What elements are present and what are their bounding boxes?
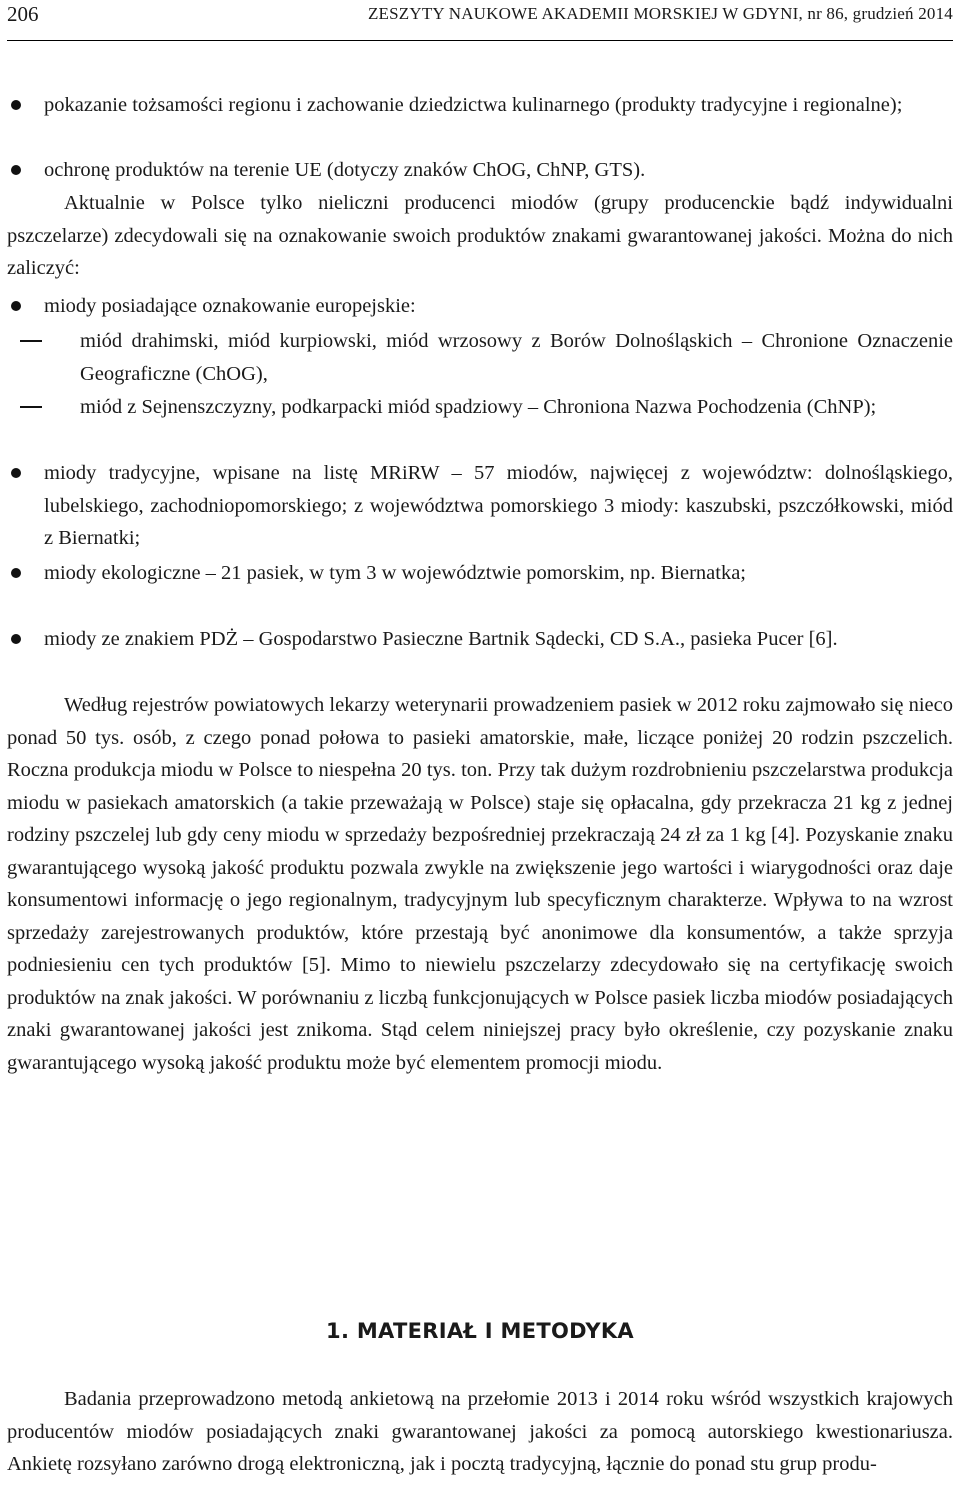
list-item-text: ochronę produktów na terenie UE (dotyczy znaków ChOG, ChNP, GTS). bbox=[44, 159, 646, 181]
bullet-icon bbox=[11, 634, 21, 644]
section-paragraph: Badania przeprowadzono metodą ankietową na przełomie 2013 i 2014 roku wśród wszystkich krajowych producentów miodów posiadających znaki gwarantowanej jakości za pomocą autorskiego kwestionariusza. Ankietę rozsyłano zarówno drogą elektroniczną, jak i pocztą tradycyjną, łącznie do ponad stu grup produ- bbox=[7, 1388, 953, 1475]
dash-list-item bbox=[80, 391, 953, 424]
bullet-icon bbox=[11, 468, 21, 478]
list-item-text: pokazanie tożsamości regionu i zachowanie dziedzictwa kulinarnego (produkty tradycyjne i regionalne); bbox=[44, 94, 903, 116]
page-number: 206 bbox=[7, 2, 39, 26]
list-item-text: miody ze znakiem PDŻ – Gospodarstwo Pasieczne Bartnik Sądecki, CD S.A., pasieka Pucer [6]. bbox=[44, 628, 838, 650]
dash-icon bbox=[20, 340, 42, 342]
running-title: ZESZYTY NAUKOWE AKADEMII MORSKIEJ W GDYNI, nr 86, grudzień 2014 bbox=[367, 4, 953, 23]
dash-item-text: miód drahimski, miód kurpiowski, miód wrzosowy z Borów Dolnośląskich – Chronione Oznaczenie Geograficzne (ChOG), bbox=[80, 330, 953, 385]
bullet-icon bbox=[11, 301, 21, 311]
dash-item-text: miód z Sejnenszczyzny, podkarpacki miód spadziowy – Chroniona Nazwa Pochodzenia (ChNP); bbox=[80, 396, 877, 418]
list-item-text: miody posiadające oznakowanie europejskie: bbox=[44, 295, 416, 317]
paragraph-intro: Aktualnie w Polsce tylko nieliczni producenci miodów (grupy producenckie bądź indywidualni pszczelarze) zdecydowali się na oznakowanie swoich produktów znakami gwarantowanej jakości. Można do nich zaliczyć: bbox=[7, 192, 953, 279]
paragraph-main: Według rejestrów powiatowych lekarzy weterynarii prowadzeniem pasiek w 2012 roku zajmowało się nieco ponad 50 tys. osób, z czego ponad połowa to pasieki amatorskie, małe, liczące poniżej 20 rodzin pszczelich. Roczna produkcja miodu w Polsce to niespełna 20 tys. ton. Przy tak dużym rozdrobnieniu pszczelarstwa produkcja miodu w pasiekach amatorskich (a takie przeważają w Polsce) staje się opłacalna, gdy przekracza 21 kg z jednej rodziny pszczelej lub gdy ceny miodu w sprzedaży bezpośredniej przekraczają 24 zł za 1 kg [4]. Pozyskanie znaku gwarantującego wysoką jakość produktu pozwala zwykle na zwiększenie jego wartości i wiarygodności oraz daje konsumentowi informację o jego regionalnym, tradycyjnym lub specyficznym charakterze. Wpływa to na wzrost sprzedaży zarejestrowanych produktów, które przestają być anonimowe dla konsumentów, a także sprzyja podniesieniu cen tych produktów [5]. Mimo to niewielu pszczelarzy zdecydowało się na certyfikację swoich produktów na znak jakości. W porównaniu z liczbą funkcjonujących w Polsce pasiek liczba miodów posiadających znaki gwarantowanej jakości jest znikoma. Stąd celem niniejszej pracy było określenie, czy pozyskanie znaku gwarantującego wysoką jakość produktu może być elementem promocji miodu. bbox=[7, 694, 953, 1074]
list-item bbox=[44, 557, 953, 590]
list-item bbox=[44, 623, 953, 656]
dash-icon bbox=[20, 406, 42, 408]
list-item bbox=[44, 154, 953, 187]
section-heading: 1. MATERIAŁ I METODYKA bbox=[326, 1319, 634, 1343]
bullet-icon bbox=[11, 100, 21, 110]
list-item bbox=[44, 290, 953, 323]
list-item bbox=[44, 457, 953, 555]
list-item-text: miody ekologiczne – 21 pasiek, w tym 3 w województwie pomorskim, np. Biernatka; bbox=[44, 562, 746, 584]
bullet-icon bbox=[11, 568, 21, 578]
page-header bbox=[7, 0, 953, 41]
dash-list-item bbox=[80, 325, 953, 390]
bullet-icon bbox=[11, 165, 21, 175]
list-item bbox=[44, 89, 953, 122]
list-item-text: miody tradycyjne, wpisane na listę MRiRW – 57 miodów, najwięcej z województw: dolnośląskiego, lubelskiego, zachodniopomorskiego; z województwa pomorskiego 3 miody: kaszubski, pszczółkowski, miód z Biernatki; bbox=[44, 462, 953, 549]
